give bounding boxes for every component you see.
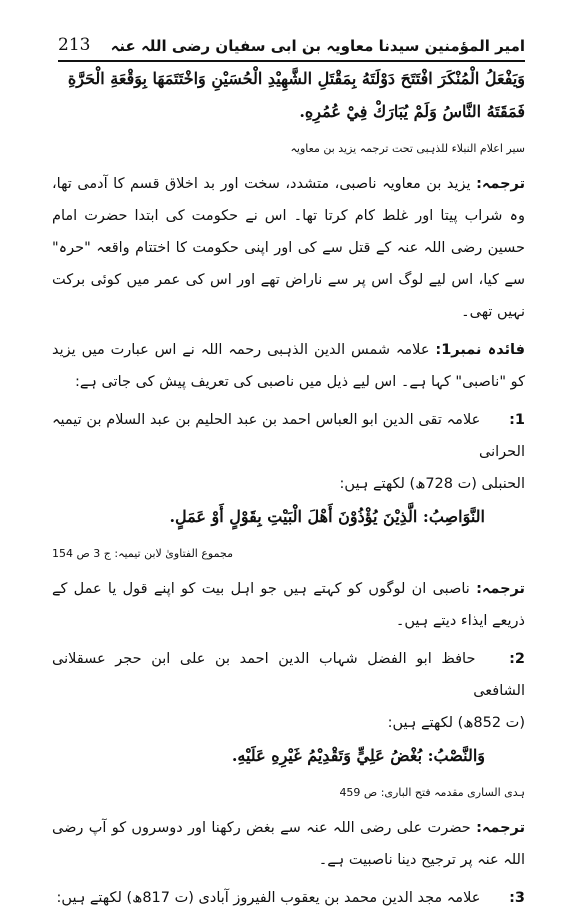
item-1-number: 1:	[509, 412, 526, 428]
item-1-line-2: الحنبلی (ت 728ھ) لکھتے ہیں:	[339, 476, 525, 492]
item-2-number: 2:	[509, 651, 526, 667]
arabic-quote-line-2: فَمَقَتَهُ النَّاسُ وَلَمْ يُبَارَكْ فِيْ عُمُرِهِ.	[299, 102, 525, 121]
item-1-translation-label: ترجمہ:	[476, 581, 525, 597]
translation-text: یزید بن معاویہ ناصبی، متشدد، سخت اور بد اخلاق قسم کا آدمی تھا، وہ شراب پیتا اور غلط کام کرتا تھا۔ اس نے حکومت کی ابتدا حضرت امام حسین رضی اللہ عنہ کے قتل سے کی اور اپنی حکومت کا اختتام واقعہ "حرہ" سے کیا، اس لیے لوگ اس پر سے ناراض تھے اور اس کی عمر میں کوئی برکت نہیں تھی۔	[52, 176, 525, 320]
item-2-heading	[52, 643, 525, 707]
page-body	[52, 62, 525, 914]
item-1-heading	[52, 404, 525, 468]
item-2-line-2: (ت 852ھ) لکھتے ہیں:	[387, 715, 525, 731]
translation-paragraph-1	[52, 168, 525, 328]
page-number: 213	[58, 35, 91, 55]
faida-label: فائدہ نمبر1:	[435, 342, 525, 358]
item-2-source: ہدی الساری مقدمہ فتح الباری: ص 459	[339, 786, 525, 799]
faida-paragraph	[52, 334, 525, 398]
item-1-translation-text: ناصبی ان لوگوں کو کہتے ہیں جو اہل بیت کو اپنے قول یا عمل کے ذریعے ایذاء دیتے ہیں۔	[52, 581, 525, 629]
item-1-translation	[52, 573, 525, 637]
arabic-quote-line-1: وَيَفْعَلُ الْمُنْكَرَ افْتَتَحَ دَوْلَتَهُ بِمَقْتَلِ الشَّهِيْدِ الْحُسَيْنِ وَاخْتَتَمَهَا بِوَقْعَةِ الْحَرَّةِ	[67, 69, 525, 88]
item-2-translation	[52, 812, 525, 876]
page-header	[58, 30, 525, 62]
faida-text: علامہ شمس الدین الذہبی رحمہ اللہ نے اس عبارت میں یزید کو "ناصبی" کہا ہے۔ اس لیے ذیل میں ناصبی کی تعریف پیش کی جاتی ہے:	[52, 342, 525, 390]
item-3-line-1: علامہ مجد الدین محمد بن یعقوب الفیروز آبادی (ت 817ھ) لکھتے ہیں:	[56, 890, 481, 906]
item-3-number: 3:	[509, 890, 525, 906]
running-title: امیر المؤمنین سیدنا معاویہ بن ابی سفیان رضی اللہ عنہ	[110, 37, 525, 55]
item-3-heading	[52, 882, 525, 914]
item-1-source: مجموع الفتاویٰ لابن تیمیہ: ج 3 ص 154	[52, 547, 233, 560]
source-citation-1: سیر اعلام النبلاء للذہبی تحت ترجمہ یزید بن معاویہ	[290, 142, 525, 155]
item-1-line-1: علامہ تقی الدین ابو العباس احمد بن عبد الحلیم بن عبد السلام بن تیمیہ الحرانی	[52, 412, 525, 460]
translation-label: ترجمہ:	[476, 176, 526, 192]
item-2-translation-text: حضرت علی رضی اللہ عنہ سے بغض رکھنا اور دوسروں کو آپ رضی اللہ عنہ پر ترجیح دینا ناصبیت ہے۔	[52, 820, 525, 868]
item-2-arabic: وَالنَّصْبُ: بُغْضُ عَلِيٍّ وَتَقْدِيْمُ غَيْرِهِ عَلَيْهِ.	[231, 746, 485, 765]
item-2-line-1: حافظ ابو الفضل شہاب الدین احمد بن علی ابن حجر عسقلانی الشافعی	[52, 651, 525, 699]
item-1-arabic: النَّوَاصِبُ: الَّذِيْنَ يُؤْذُوْنَ أَهْلَ الْبَيْتِ بِقَوْلٍ أَوْ عَمَلٍ.	[169, 507, 485, 526]
item-2-translation-label: ترجمہ:	[476, 820, 526, 836]
